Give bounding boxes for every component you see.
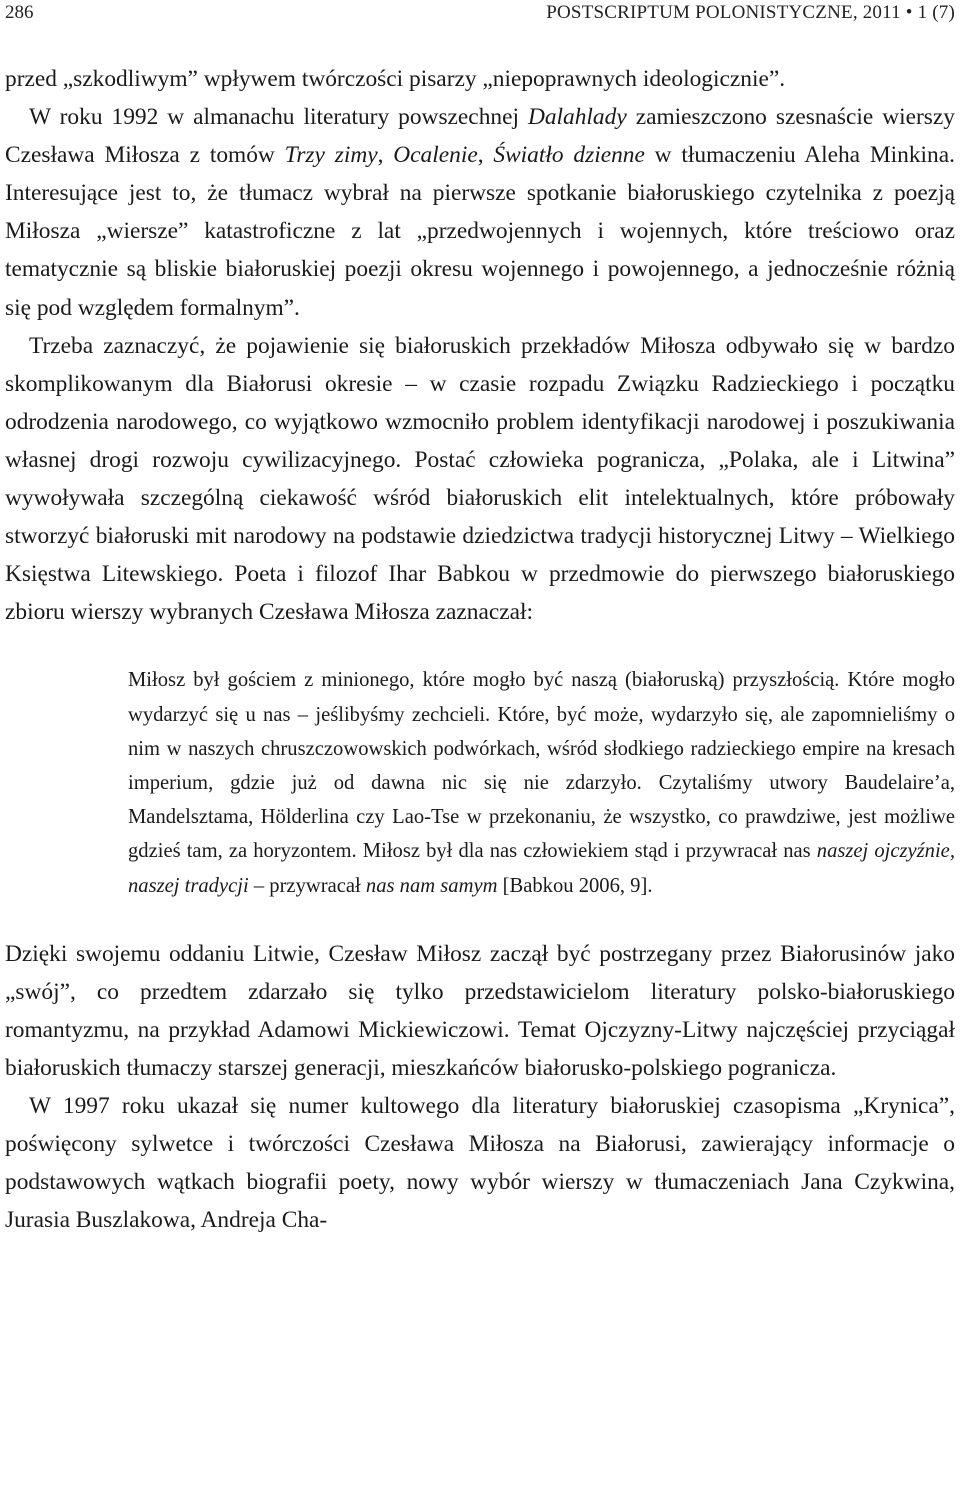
italic-phrase: nas nam samym bbox=[365, 874, 498, 897]
paragraph-text: Trzeba zaznaczyć, że pojawienie się białoruskich przekładów Miłosza odbywało się w bardzo skomplikowanym dla Białorusi okresie – w czasie rozpadu Związku Radzieckiego i początku odrodzenia narodowego, co wyjątkowo wzmocniło problem identyfikacji narodowej i poszukiwania własnej drogi rozwoju cywilizacyjnego. Postać człowieka pogranicza, „Polaka, ale i Litwina” wywoływała szczególną ciekawość wśród białoruskich elit intelektualnych, które próbowały stworzyć białoruski mit narodowy na podstawie dziedzictwa tradycji historycznej Litwy – Wielkiego Księstwa Litewskiego. Poeta i filozof Ihar Babkou w przedmowie do pierwszego białoruskiego zbioru wierszy wybranych Czesława Miłosza zaznaczał: bbox=[5, 332, 955, 626]
paragraph-text: przed „szkodliwym” wpływem twórczości pisarzy „niepoprawnych ideologicznie”. bbox=[5, 66, 786, 92]
italic-title: Dalahlady bbox=[527, 104, 627, 131]
body-text bbox=[5, 60, 955, 1240]
text-run: [Babkou 2006, 9]. bbox=[497, 874, 653, 897]
paragraph-continuation bbox=[5, 60, 955, 98]
text-run: , bbox=[477, 142, 494, 169]
text-run: W roku 1992 w almanachu literatury powszechnej bbox=[29, 104, 528, 131]
block-quote bbox=[128, 663, 955, 902]
paragraph-reception bbox=[5, 935, 955, 1087]
italic-title: Światło dzienne bbox=[493, 142, 645, 169]
italic-title: Ocalenie bbox=[393, 142, 478, 169]
page-header bbox=[5, 2, 955, 28]
running-title: POSTSCRIPTUM POLONISTYCZNE, 2011 • 1 (7) bbox=[546, 2, 955, 23]
paragraph-text: Dzięki swojemu oddaniu Litwie, Czesław Miłosz zaczął być postrzegany przez Białorusinów jako „swój”, co przedtem zdarzało się tylko przedstawicielom literatury polsko-białoruskiego romantyzmu, na przykład Adamowi Mickiewiczowi. Temat Ojczyzny-Litwy najczęściej przyciągał białoruskich tłumaczy starszej generacji, mieszkańców białorusko-polskiego pogranicza. bbox=[5, 940, 955, 1082]
text-run: – przywracał bbox=[248, 874, 366, 897]
text-run: zamieszczono szesnaście wierszy Czesława Miłosza z tomów bbox=[5, 104, 955, 169]
italic-phrase: naszej ojczyźnie, naszej tradycji bbox=[128, 840, 955, 897]
text-run: , bbox=[377, 142, 394, 169]
paragraph-krynica bbox=[5, 1087, 955, 1239]
text-run: Miłosz był gościem z minionego, które mogło być naszą (białoruską) przyszłością. Które mogło wydarzyć się u nas – jeślibyśmy zechcieli. Które, być może, wydarzyło się, ale zapomnieliśmy o nim w naszych chruszczowowskich podwórkach, wśród słodkiego radzieckiego empire na kresach imperium, gdzie już od dawna nic się nie zdarzyło. Czytaliśmy utwory Baudelaire’a, Mandelsztama, Hölderlina czy Lao-Tse w przekonaniu, że wszystko, co prawdziwe, jest możliwe gdzieś tam, za horyzontem. Miłosz był dla nas człowiekiem stąd i przywracał nas bbox=[128, 669, 955, 863]
italic-title: Trzy zimy bbox=[284, 142, 378, 169]
paragraph-text: W 1997 roku ukazał się numer kultowego dla literatury białoruskiej czasopisma „Krynica”, poświęcony sylwetce i twórczości Czesława Miłosza na Białorusi, zawierający informacje o podstawowych wątkach biografii poety, nowy wybór wierszy w tłumaczeniach Jana Czykwina, Jurasia Buszlakowa, Andreja Cha- bbox=[5, 1093, 955, 1234]
quote-text bbox=[128, 663, 955, 902]
page-number: 286 bbox=[5, 2, 34, 23]
text-run: w tłumaczeniu Aleha Minkina. Interesujące jest to, że tłumacz wybrał na pierwsze spotkanie białoruskiego czytelnika z poezją Miłosza „wiersze” katastroficzne z lat „przedwojennych i wojennych, które treściowo oraz tematycznie są bliskie białoruskiej poezji okresu wojennego i powojennego, a jednocześnie różnią się pod względem formalnym”. bbox=[5, 142, 955, 321]
paragraph-almanac bbox=[5, 98, 955, 327]
paragraph-context bbox=[5, 327, 955, 632]
